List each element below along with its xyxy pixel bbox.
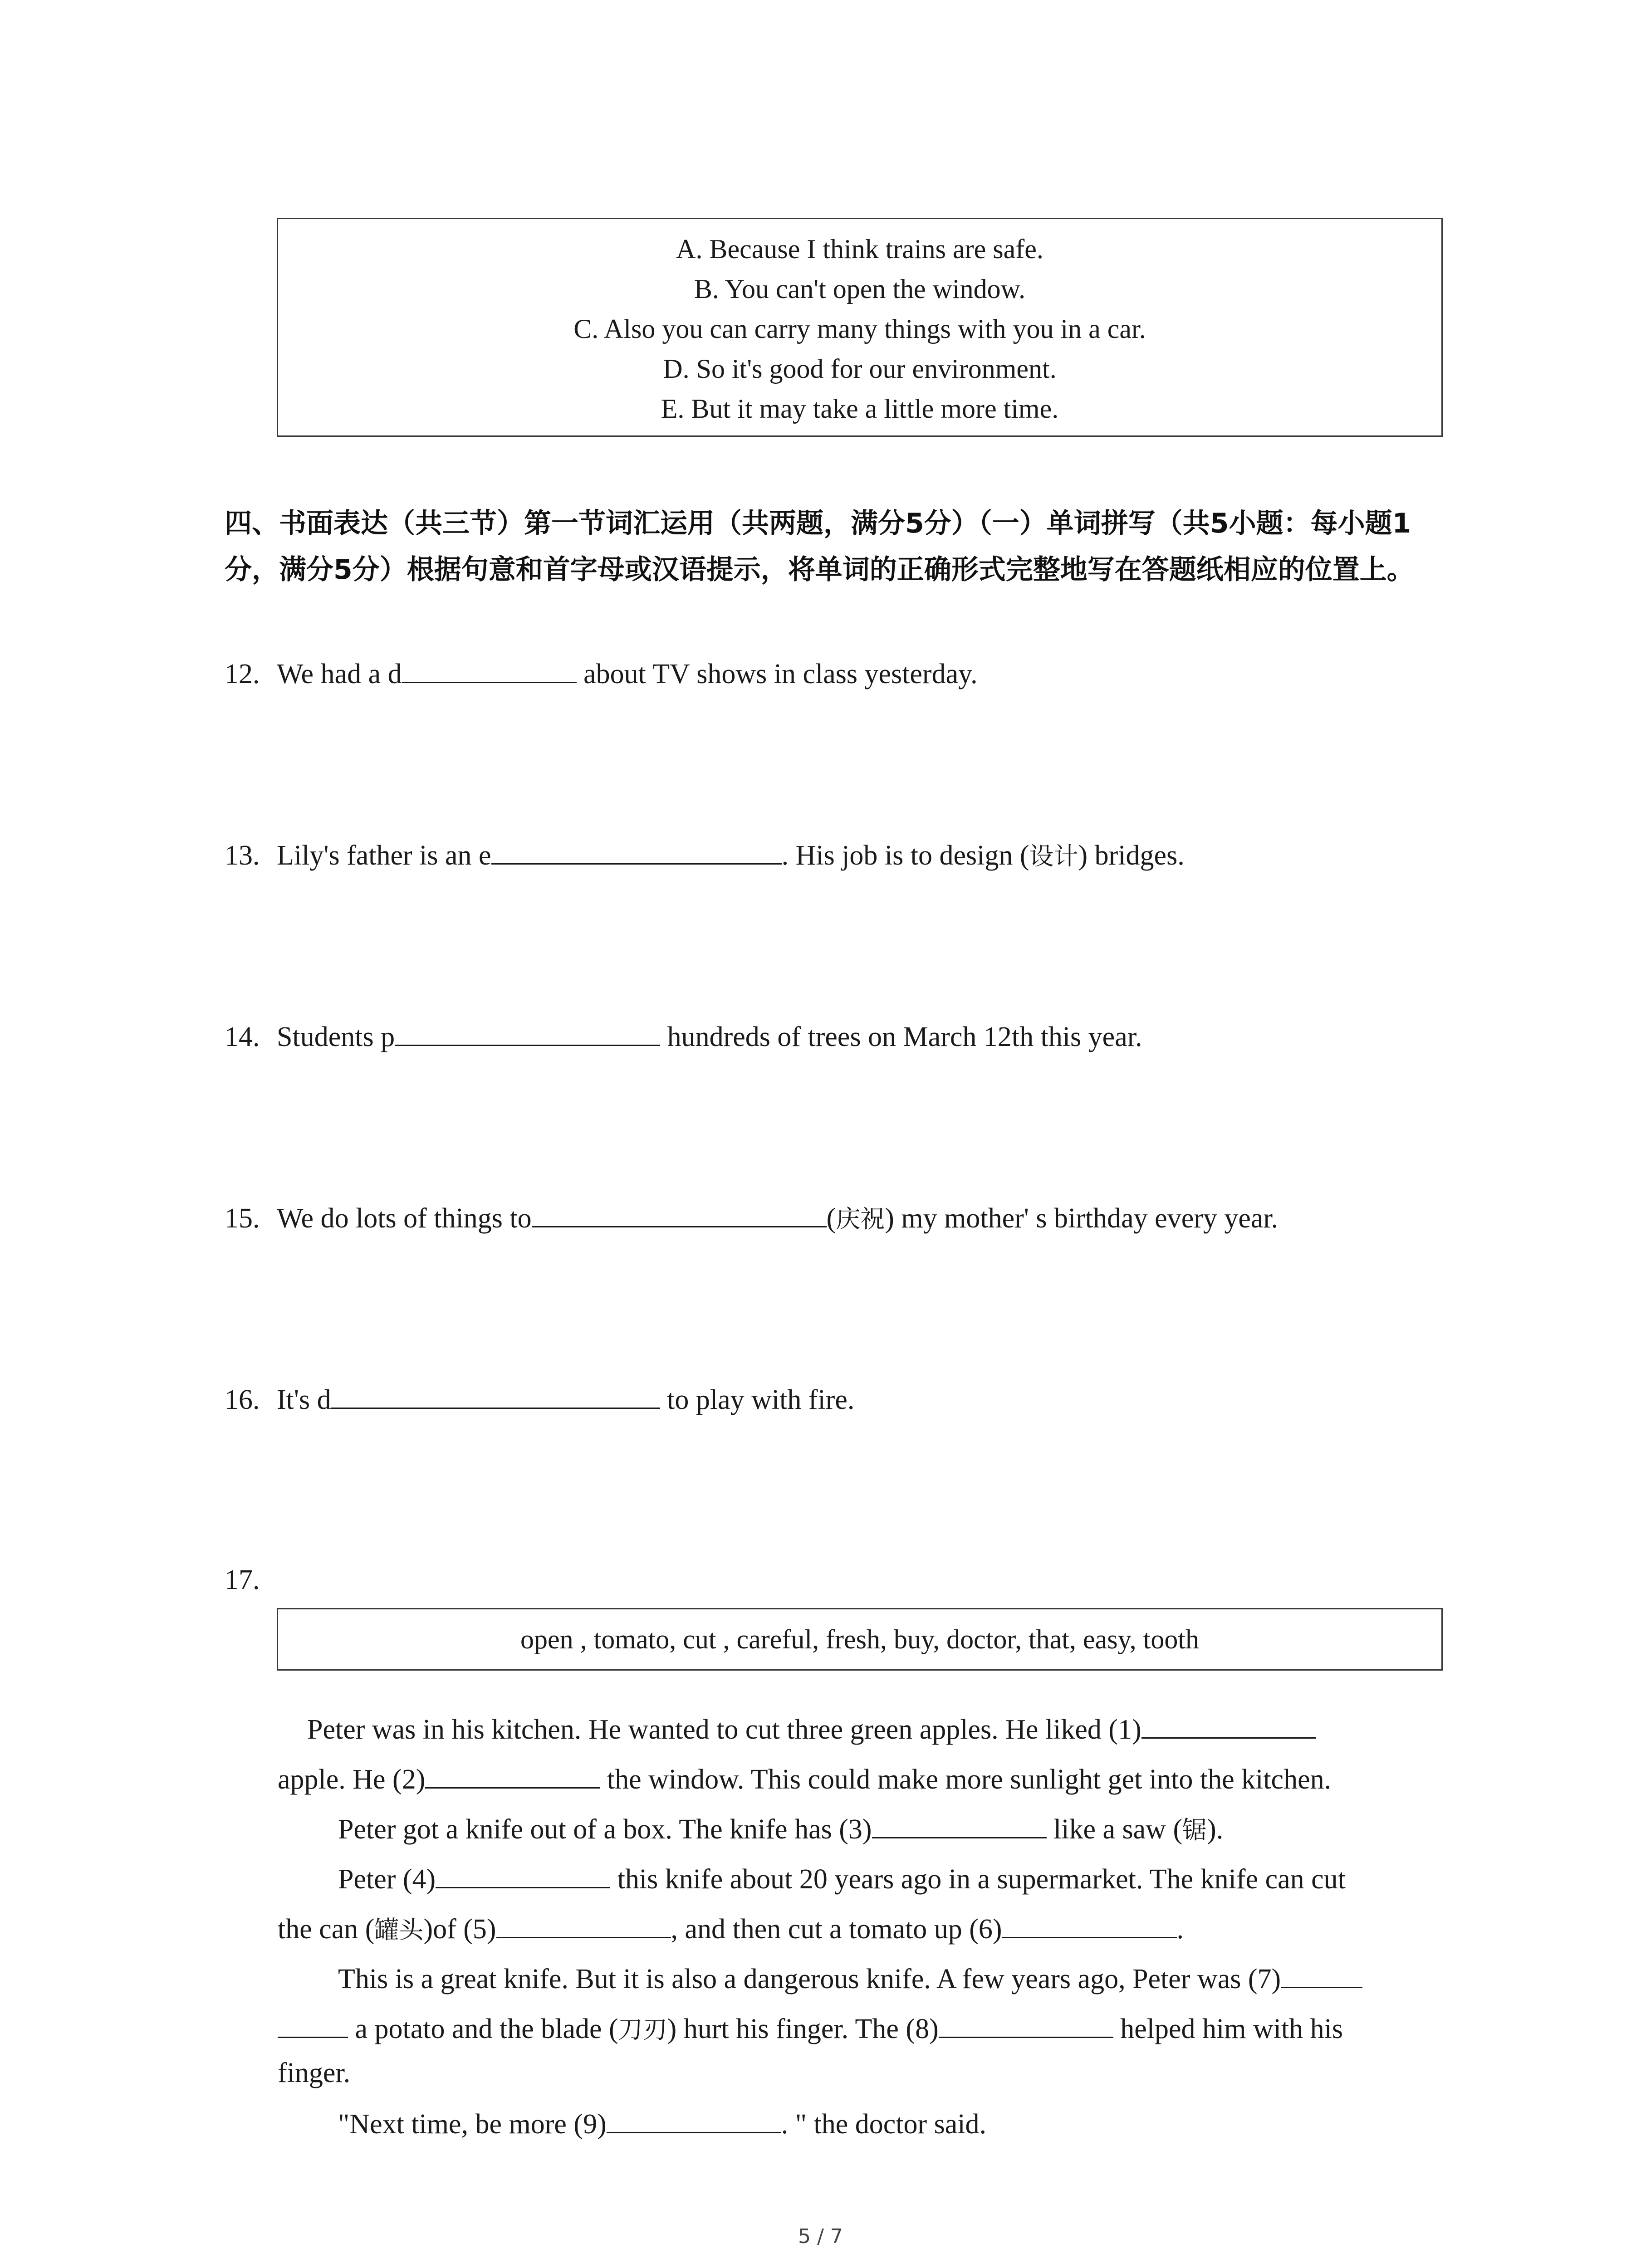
passage-blank-3[interactable] <box>872 1810 1047 1838</box>
option-a: A. Because I think trains are safe. <box>676 234 1043 264</box>
passage-text: the window. This could make more sunlight get into the kitchen. <box>600 1764 1332 1795</box>
option-d: D. So it's good for our environment. <box>663 354 1057 384</box>
chinese-hint: 庆祝 <box>836 1205 885 1233</box>
question-text: Students p <box>277 1022 395 1052</box>
passage-blank-4[interactable] <box>436 1860 610 1888</box>
word-bank: open , tomato, cut , careful, fresh, buy, doctor, that, easy, tooth <box>277 1608 1443 1671</box>
passage-text: Peter was in his kitchen. He wanted to cut three green apples. He liked (1) <box>307 1714 1141 1745</box>
passage-line-8 <box>278 2055 1439 2091</box>
passage-blank-5[interactable] <box>496 1910 671 1938</box>
passage-text: , and then cut a tomato up (6) <box>671 1914 1002 1945</box>
chinese-hint: 设计 <box>1029 842 1078 870</box>
question-15 <box>225 1199 1278 1237</box>
passage-blank-9[interactable] <box>607 2105 781 2133</box>
question-number: 14. <box>225 1022 260 1052</box>
question-text: ) my mother' s birthday every year. <box>885 1203 1279 1234</box>
passage-text: helped him with his <box>1113 2014 1343 2044</box>
question-16 <box>225 1380 854 1418</box>
question-number: 16. <box>225 1384 260 1415</box>
passage-text: the can ( <box>278 1914 375 1945</box>
passage-line-2 <box>278 1760 1439 1798</box>
passage-text: this knife about 20 years ago in a supermarket. The knife can cut <box>610 1864 1346 1895</box>
passage-text: apple. He (2) <box>278 1764 426 1795</box>
passage-blank-2[interactable] <box>425 1760 600 1789</box>
passage-text: This is a great knife. But it is also a dangerous knife. A few years ago, Peter was (7) <box>338 1964 1281 1994</box>
passage-text: "Next time, be more (9) <box>338 2109 607 2140</box>
question-text: ) bridges. <box>1078 840 1185 871</box>
passage-text: )of (5) <box>423 1914 496 1945</box>
passage-line-1 <box>278 1710 1469 1748</box>
passage-text: Peter got a knife out of a box. The knife has (3) <box>338 1814 872 1845</box>
option-c: C. Also you can carry many things with you in a car. <box>573 314 1146 344</box>
question-number: 12. <box>225 659 260 689</box>
passage-line-9 <box>278 2105 1499 2142</box>
chinese-hint: 锯 <box>1182 1816 1207 1844</box>
question-text: hundreds of trees on March 12th this year. <box>660 1022 1142 1052</box>
passage-text: a potato and the blade ( <box>348 2014 618 2044</box>
question-number: 15. <box>225 1203 260 1234</box>
question-text: Lily's father is an e <box>277 840 491 871</box>
option-e: E. But it may take a little more time. <box>661 394 1059 424</box>
page-number: 5 / 7 <box>798 2225 843 2248</box>
answer-blank[interactable] <box>331 1380 660 1409</box>
passage-text: ). <box>1207 1814 1224 1845</box>
question-17 <box>225 1562 277 1598</box>
question-text: to play with fire. <box>660 1384 855 1415</box>
options-box <box>277 218 1443 437</box>
question-text: about TV shows in class yesterday. <box>576 659 978 689</box>
passage-line-4 <box>278 1860 1499 1897</box>
passage-text: Peter (4) <box>338 1864 436 1895</box>
answer-blank[interactable] <box>532 1199 827 1227</box>
section-heading: 四、书面表达（共三节）第一节词汇运用（共两题，满分5分）（一）单词拼写（共5小题：每小题1分，满分5分）根据句意和首字母或汉语提示，将单词的正确形式完整地写在答题纸相应的位置上。 <box>225 508 1414 586</box>
passage-blank-7b[interactable] <box>278 2009 348 2038</box>
option-b: B. You can't open the window. <box>694 274 1026 304</box>
question-number: 13. <box>225 840 260 871</box>
question-13 <box>225 836 1185 875</box>
passage-blank-6[interactable] <box>1002 1910 1177 1938</box>
passage-text: finger. <box>278 2058 351 2088</box>
chinese-hint: 刀刃 <box>618 2015 667 2044</box>
passage-text: like a saw ( <box>1046 1814 1183 1845</box>
passage-blank-8[interactable] <box>939 2009 1113 2038</box>
question-text: We had a d <box>277 659 402 689</box>
passage-line-7 <box>278 2009 1439 2048</box>
question-number: 17. <box>225 1564 260 1595</box>
passage-blank-1[interactable] <box>1141 1710 1316 1739</box>
passage-text: ) hurt his finger. The (8) <box>667 2014 939 2044</box>
answer-blank[interactable] <box>402 655 577 683</box>
passage-text: . " the doctor said. <box>781 2109 987 2140</box>
question-14 <box>225 1017 1142 1055</box>
passage-line-6 <box>278 1960 1499 1997</box>
question-text: ( <box>826 1203 836 1234</box>
answer-blank[interactable] <box>395 1017 660 1046</box>
question-text: . His job is to design ( <box>781 840 1029 871</box>
chinese-hint: 罐头 <box>374 1916 424 1944</box>
passage-line-3 <box>278 1810 1499 1848</box>
passage-blank-7a[interactable] <box>1281 1960 1362 1988</box>
question-text: It's d <box>277 1384 331 1415</box>
question-text: We do lots of things to <box>277 1203 532 1234</box>
passage-text: . <box>1176 1914 1184 1945</box>
question-12 <box>225 655 978 692</box>
passage-line-5 <box>278 1910 1439 1948</box>
answer-blank[interactable] <box>491 836 782 865</box>
